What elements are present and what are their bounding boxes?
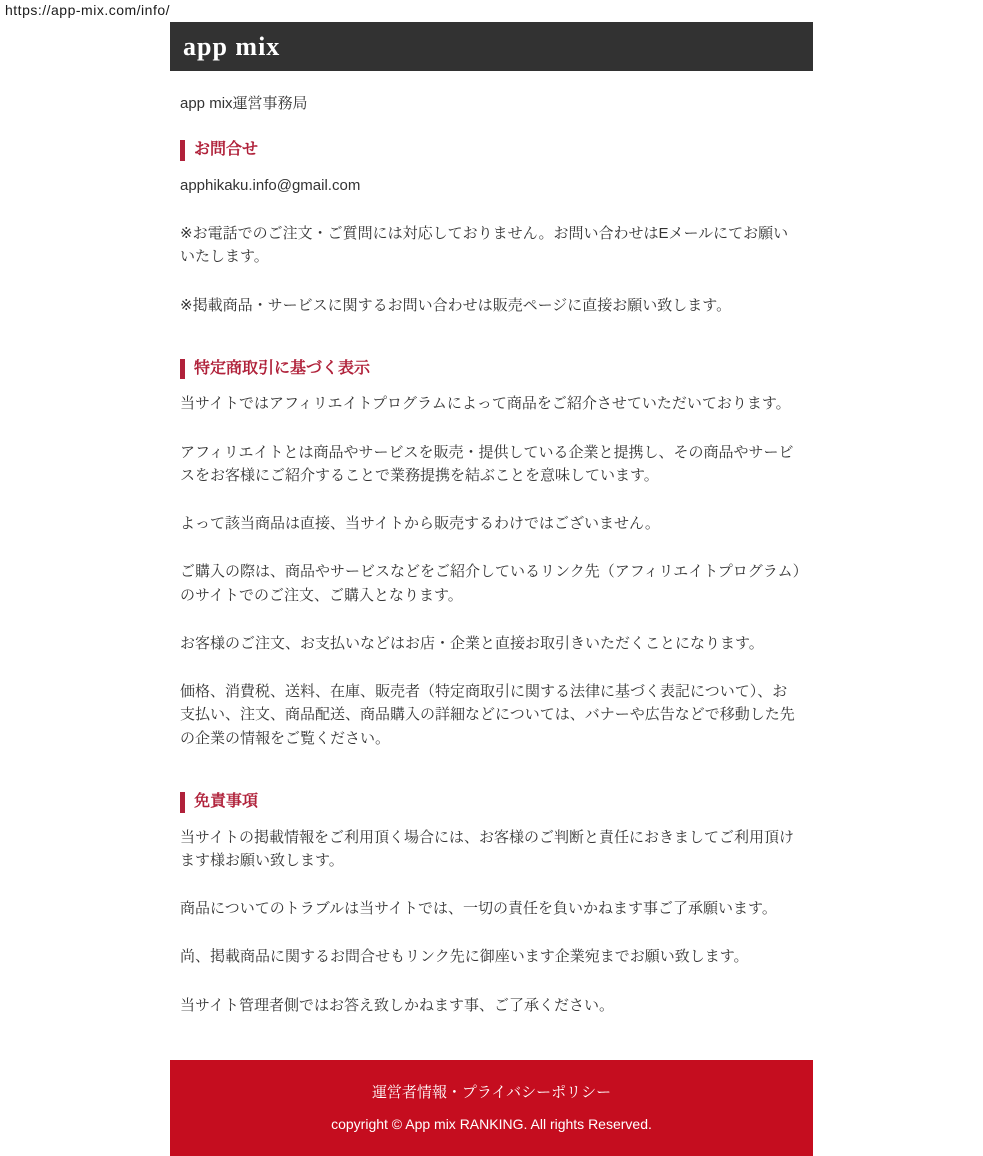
paragraph: 尚、掲載商品に関するお問合せもリンク先に御座います企業宛までお願い致します。 xyxy=(180,948,749,966)
paragraph: お客様のご注文、お支払いなどはお店・企業と直接お取引きいただくことになります。 xyxy=(180,634,764,652)
page-url: https://app-mix.com/info/ xyxy=(5,2,171,18)
section-heading-commerce-disclosure: 特定商取引に基づく表示 xyxy=(180,359,801,380)
section-heading-disclaimer: 免責事項 xyxy=(180,792,801,813)
site-footer xyxy=(170,1060,813,1156)
contact-note-phone: ※お電話でのご注文・ご質問には対応しておりません。お問い合わせはEメールにてお願いいたします。 xyxy=(180,225,789,266)
section-contact xyxy=(180,140,801,317)
section-heading-contact: お問合せ xyxy=(180,140,801,161)
footer-privacy-policy-link[interactable]: 運営者情報・プライバシーポリシー xyxy=(371,1083,612,1101)
paragraph: 当サイトではアフィリエイトプログラムによって商品をご紹介させていただいております。 xyxy=(180,395,791,413)
paragraph: アフィリエイトとは商品やサービスを販売・提供している企業と提携し、その商品やサービスをお客様にご紹介することで業務提携を結ぶことを意味しています。 xyxy=(180,443,794,484)
paragraph: よって該当商品は直接、当サイトから販売するわけではございません。 xyxy=(180,515,660,533)
site-title[interactable]: app mix xyxy=(183,31,281,61)
paragraph: ご購入の際は、商品やサービスなどをご紹介しているリンク先（アフィリエイトプログラム）のサイトでのご注文、ご購入となります。 xyxy=(180,563,801,604)
main-content xyxy=(170,92,813,1017)
paragraph: 当サイトの掲載情報をご利用頂く場合には、お客様のご判断と責任におきましてご利用頂けます様お願い致します。 xyxy=(180,828,794,869)
page-column xyxy=(170,22,813,1156)
section-commerce-disclosure xyxy=(180,359,801,750)
paragraph: 価格、消費税、送料、在庫、販売者（特定商取引に関する法律に基づく表記について）、お支払い、注文、商品配送、商品購入の詳細などについては、バナーや広告などで移動した先の企業の情報をご覧ください。 xyxy=(180,683,795,747)
footer-copyright: copyright © App mix RANKING. All rights Reserved. xyxy=(331,1115,652,1132)
operator-name: app mix運営事務局 xyxy=(180,95,308,112)
site-header xyxy=(170,22,813,71)
paragraph: 当サイト管理者側ではお答え致しかねます事、ご了承ください。 xyxy=(180,996,614,1014)
section-disclaimer xyxy=(180,792,801,1017)
paragraph: 商品についてのトラブルは当サイトでは、一切の責任を負いかねます事ご了承願います。 xyxy=(180,900,777,918)
contact-email: apphikaku.info@gmail.com xyxy=(180,176,361,194)
contact-note-products: ※掲載商品・サービスに関するお問い合わせは販売ページに直接お願い致します。 xyxy=(180,296,732,314)
